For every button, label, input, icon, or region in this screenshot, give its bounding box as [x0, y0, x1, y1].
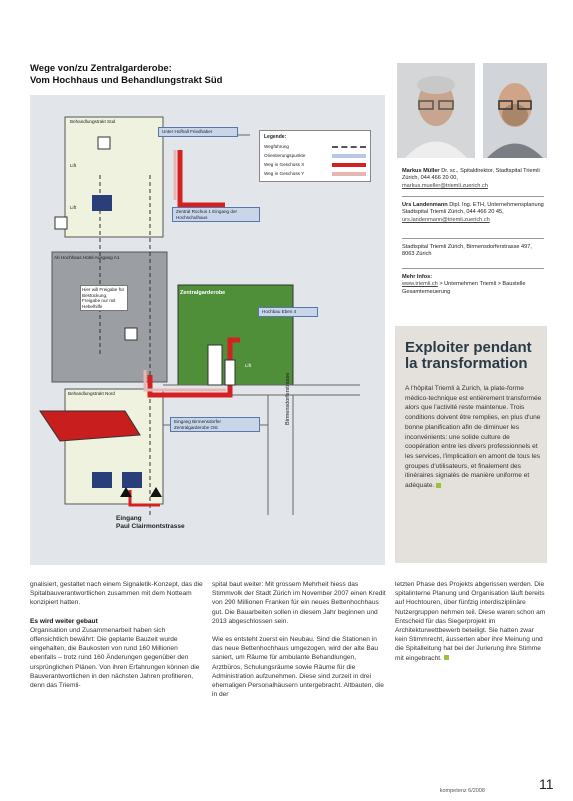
paragraph: spital baut weiter: Mit grossem Mehrheit hiess das Stimmvolk der Stadt Zürich im November 2007 einen Kredit von 290 Millionen Franken für ein neues Bettenhochhaus gut. Die Bauarbeiten sollen in diesem Jahr beginnen und 2013 abgeschlossen sein. — [212, 581, 386, 625]
legend-swatch-red — [332, 163, 366, 167]
floor-plan — [30, 95, 385, 565]
legend-swatch-pink — [332, 172, 366, 176]
label-lift: Lift — [70, 163, 77, 168]
text-column-3 — [395, 580, 547, 672]
entrance-line2: Paul Clairmontstrasse — [116, 523, 185, 530]
elevator-icon — [92, 195, 112, 211]
label-street: Birmensdorferstrasse — [285, 372, 291, 425]
more-info-label: Mehr Infos: — [402, 274, 433, 280]
legend-label: Orientierungspunkte — [264, 153, 306, 158]
label-lift: Lift — [245, 363, 252, 368]
author-bio-1 — [402, 168, 544, 190]
portrait-photo-urs-landenmann — [483, 63, 547, 158]
sidebar-title: Exploiter pendant la transformation — [405, 339, 532, 372]
sidebar-body — [405, 384, 543, 491]
portrait-photo-markus-mueller — [397, 63, 475, 158]
portrait-image — [483, 63, 547, 158]
text-column-2 — [212, 580, 387, 708]
callout-orientation: Hochbau Eben 4 — [258, 307, 318, 317]
legend-row — [264, 142, 366, 151]
label-zentralgarderobe: Zentralgarderobe — [180, 290, 226, 296]
paragraph — [395, 580, 547, 663]
author-bio-2 — [402, 202, 544, 224]
entrance-label — [116, 515, 185, 531]
label-behandlungstrakt-nord: Behandlungstrakt Nord — [68, 391, 115, 396]
paragraph: gnalisiert, gestaltet nach einem Signaletik-Konzept, das die Spitalbauverantwortlichen zusammen mit dem Notteam konzipiert hatten. — [30, 581, 203, 607]
label-lift: Lift — [70, 205, 77, 210]
section-heading: Es wird weiter gebaut — [30, 617, 98, 625]
author-details: Dipl. Ing. ETH, Unternehmensplanung Stadtspital Triemli Zürich, 044 466 20 45, — [402, 202, 544, 216]
paragraph: Wie es entsteht zuerst ein Neubau. Sind die Stationen in das neue Bettenhochhaus umgezogen, wird der alte Bau saniert, um Räume für ambulante Behandlungen, Arztbüros, Schulungsräume sowie Räume für die Administration aufzunehmen. Diese sind zurzeit in drei ehemaligen Personalhäusern untergebracht. Altbauten, die in der — [212, 636, 384, 699]
legend-swatch-blue — [332, 154, 366, 158]
legend-title: Legende: — [264, 134, 287, 140]
divider — [402, 268, 544, 269]
elevator-icon — [92, 472, 112, 488]
callout-orientation: Zentral Rochus 1 Eingang der Hochschulhaus — [172, 207, 260, 222]
locker-block — [208, 345, 222, 385]
label-hochhaus: Ab Hochhaus Hotel Ausgang A1 — [54, 255, 120, 260]
zone-red-north — [40, 411, 140, 441]
exit-sign-icon — [125, 328, 137, 340]
author-email-link[interactable]: markus.mueller@triemli.zuerich.ch — [402, 182, 488, 189]
label-behandlungstrakt-sued: Behandlungstrakt Süd — [70, 119, 116, 124]
more-info-link[interactable]: www.triemli.ch — [402, 281, 438, 288]
exit-sign-icon — [55, 217, 67, 229]
more-info — [402, 274, 544, 296]
author-details: Dr. sc., Spitaldirektor, Stadtspital Triemli Zürich, 044 466 20 00, — [402, 168, 540, 182]
more-info-path: > Unternehmen Triemli > Baustelle Gesamterneuerung — [402, 281, 526, 295]
legend-swatch-dashed — [332, 146, 366, 148]
text-column-1 — [30, 580, 205, 699]
legend-label: Weg in Geschoss X — [264, 162, 305, 167]
portrait-image — [397, 63, 475, 158]
label-hochhaus-note: Hier will Freigabe für Bestückung, Freigabe nur mit Hebelhilfe — [80, 285, 128, 311]
building-south — [65, 117, 163, 237]
legend-label: Weg in Geschoss Y — [264, 171, 305, 176]
author-name: Markus Müller — [402, 168, 440, 174]
building-north — [65, 389, 163, 504]
publication-footer: kompetenz 6/2008 — [439, 788, 485, 794]
author-name: Urs Landenmann — [402, 202, 448, 208]
legend-row — [264, 160, 366, 169]
exit-sign-icon — [98, 137, 110, 149]
paragraph-text: letzten Phase des Projekts abgerissen werden. Die spitalinterne Planung und Organisation läuft bereits auf Hochtouren, über fünfzig interdisziplinäre Nutzergruppen nehmen teil. Diese waren schon am Entscheid für das Siegerprojekt im Architekturwettbewerb beteiligt. Sie hatten zwar kein Stimmrecht, äusserten aber ihre Meinung und die Spitalleitung hat bei der Jurierung ihre Stimme mit eingebracht. — [395, 581, 546, 662]
divider — [402, 238, 544, 239]
callout-orientation: Eingang Birmensdorfer Zentralgarderobe Ost — [170, 417, 260, 432]
legend-label: Wegführung — [264, 144, 289, 149]
end-marker-icon — [436, 483, 441, 488]
callout-orientation: Unter Hofhall Friedhaber — [158, 127, 238, 137]
entrance-line1: Eingang — [116, 515, 142, 522]
divider — [402, 196, 544, 197]
figure-title — [30, 63, 390, 87]
page-number: 11 — [539, 776, 554, 792]
elevator-icon — [122, 472, 142, 488]
map-legend — [259, 130, 371, 182]
paragraph: Organisation und Zusammenarbeit haben sich offensichtlich bewährt: Die geplante Bauzeit wurde eingehalten, die Baukosten von rund 160 Millionen ebenfalls – trotz rund 160 Änderungen gegenüber den ursprünglichen Plänen. Von ihren Erfahrungen können die Bauverantwortlichen in den nächsten Jahren profitieren, denn das Triemli- — [30, 626, 200, 690]
legend-row — [264, 169, 366, 178]
locker-block — [225, 360, 235, 385]
legend-row — [264, 151, 366, 160]
figure-title-line2: Vom Hochhaus und Behandlungstrakt Süd — [30, 75, 223, 86]
sidebar-box — [395, 326, 547, 563]
end-marker-icon — [444, 655, 449, 660]
hospital-address: Stadtspital Triemli Zürich, Birmensdorferstrasse 497, 8063 Zürich — [402, 244, 532, 258]
sidebar-text: A l'hôpital Triemli à Zurich, la plate-forme médico-technique est entièrement transformée alors que l'activité reste maintenue. Trois conditions doivent être remplies, en plus d'une bonne planification afin de diminuer les inconvénients: une solide culture de coopération entre les divers professionnels et les services, l'implication en amont de tous les groupes d'utilisateurs, et finalement des itinéraires signalés de manière uniforme et adéquate. — [405, 385, 542, 490]
figure-title-line1: Wege von/zu Zentralgarderobe: — [30, 63, 172, 74]
author-email-link[interactable]: urs.landenmann@triemli.zuerich.ch — [402, 216, 490, 223]
